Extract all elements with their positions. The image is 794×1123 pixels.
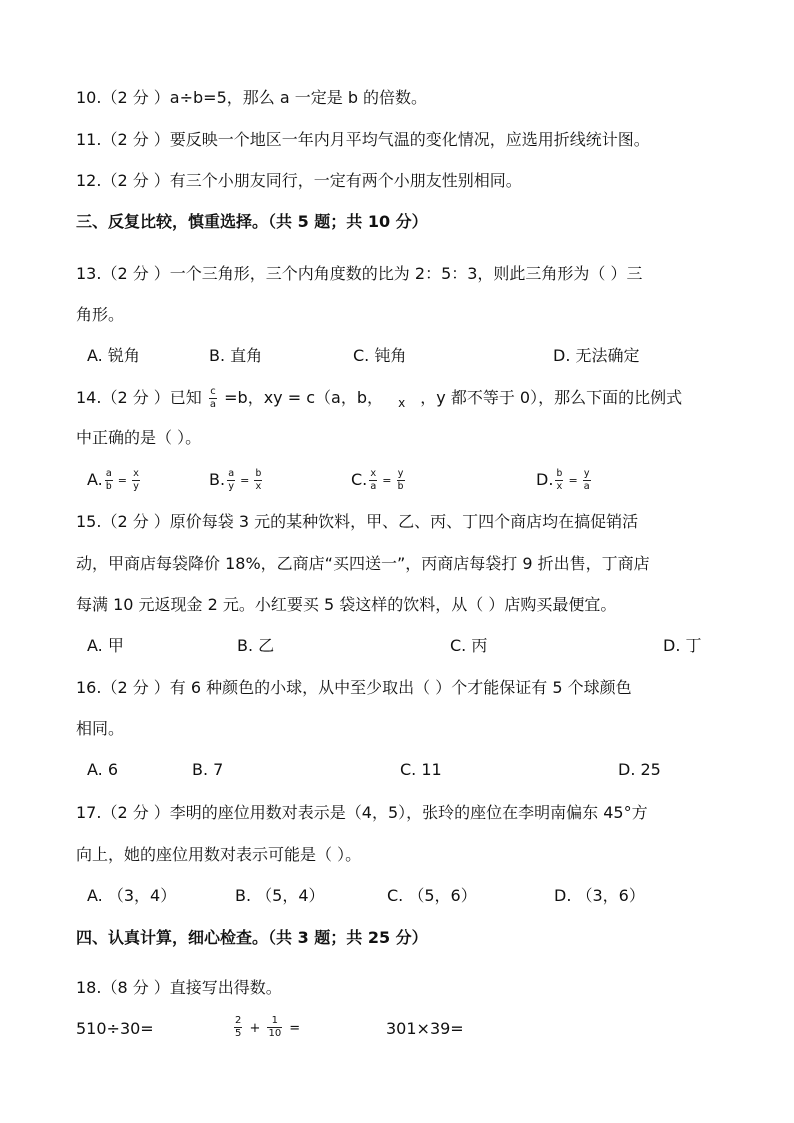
q14-d-left-fraction [555, 468, 563, 493]
q14-c-rn: y [397, 468, 404, 479]
q14-c-equals: = [382, 473, 392, 487]
q14-a-ln: a [105, 468, 112, 479]
q14-suffix: ，y 都不等于 0），那么下面的比例式 [420, 388, 683, 407]
q14-option-a[interactable] [87, 468, 142, 493]
q17-option-d[interactable]: D. （3，6） [554, 886, 645, 905]
q14-b-right-fraction [254, 468, 262, 493]
q14-frac-den: a [209, 399, 217, 410]
question-14-line1 [76, 386, 682, 413]
q14-b-ld: y [228, 481, 235, 492]
q16-option-b[interactable]: B. 7 [192, 760, 224, 779]
q14-frac-num: c [210, 386, 216, 397]
question-15-line3: 每满 10 元返现金 2 元。小红要买 5 袋这样的饮料，从（ ）店购买最便宜。 [76, 595, 617, 614]
question-14-line2: 中正确的是（ ）。 [76, 428, 202, 447]
question-12: 12.（2 分 ）有三个小朋友同行，一定有两个小朋友性别相同。 [76, 171, 522, 190]
q14-d-ld: x [556, 481, 563, 492]
q14-b-ln: a [228, 468, 235, 479]
q14-a-label: A. [87, 470, 103, 489]
question-13-line1: 13.（2 分 ）一个三角形，三个内角度数的比为 2：5：3，则此三角形为（ ）三 [76, 264, 643, 283]
section-4-heading: 四、认真计算，细心检查。（共 3 题；共 25 分） [76, 928, 428, 947]
q14-d-ln: b [556, 468, 563, 479]
question-16-line1: 16.（2 分 ）有 6 种颜色的小球，从中至少取出（ ）个才能保证有 5 个球颜色 [76, 678, 632, 697]
calc-510-div-30: 510÷30= [76, 1019, 154, 1038]
question-11: 11.（2 分 ）要反映一个地区一年内月平均气温的变化情况，应选用折线统计图。 [76, 130, 650, 149]
q14-fraction-c-over-a [209, 386, 217, 411]
q14-c-label: C. [351, 470, 368, 489]
q16-option-c[interactable]: C. 11 [400, 760, 442, 779]
q14-c-right-fraction [397, 468, 405, 493]
q14-c-ld: a [370, 481, 377, 492]
q14-c-ln: x [370, 468, 377, 479]
q14-d-rn: y [583, 468, 590, 479]
q14-option-d[interactable] [536, 468, 593, 493]
q17-option-c[interactable]: C. （5，6） [387, 886, 477, 905]
q14-x: x [398, 396, 406, 410]
question-15-line2: 动，甲商店每袋降价 18%，乙商店“买四送一”，丙商店每袋打 9 折出售，丁商店 [76, 554, 650, 573]
q14-prefix: 14.（2 分 ）已知 [76, 388, 202, 407]
calc-equals: = [289, 1021, 301, 1036]
q14-b-label: B. [209, 470, 226, 489]
calc-fraction-2-5 [234, 1015, 242, 1040]
q17-option-a[interactable]: A. （3，4） [87, 886, 177, 905]
q15-option-b[interactable]: B. 乙 [237, 636, 275, 655]
q14-b-equals: = [240, 473, 250, 487]
q14-option-c[interactable] [351, 468, 407, 493]
q13-option-c[interactable]: C. 钝角 [353, 346, 407, 365]
calc-plus: + [249, 1021, 261, 1036]
q14-a-rd: y [133, 481, 140, 492]
q14-mid: =b，xy = c（a，b， [224, 388, 383, 407]
q14-d-right-fraction [583, 468, 591, 493]
calc-f1-num: 2 [235, 1015, 242, 1026]
calc-f1-den: 5 [235, 1028, 242, 1039]
q13-option-d[interactable]: D. 无法确定 [553, 346, 640, 365]
q16-option-a[interactable]: A. 6 [87, 760, 119, 779]
q13-option-b[interactable]: B. 直角 [209, 346, 263, 365]
question-15-line1: 15.（2 分 ）原价每袋 3 元的某种饮料，甲、乙、丙、丁四个商店均在搞促销活 [76, 512, 639, 531]
q14-c-left-fraction [369, 468, 377, 493]
q14-a-rn: x [133, 468, 140, 479]
q13-option-a[interactable]: A. 锐角 [87, 346, 140, 365]
q14-d-equals: = [568, 473, 578, 487]
q14-b-rd: x [255, 481, 262, 492]
q14-d-label: D. [536, 470, 554, 489]
q14-a-right-fraction [132, 468, 140, 493]
q14-d-rd: a [583, 481, 590, 492]
q14-b-rn: b [255, 468, 262, 479]
calc-f2-num: 1 [271, 1015, 279, 1026]
q14-a-equals: = [117, 473, 127, 487]
question-18: 18.（8 分 ）直接写出得数。 [76, 978, 282, 997]
question-10: 10.（2 分 ）a÷b=5，那么 a 一定是 b 的倍数。 [76, 88, 428, 107]
calc-fraction-1-10 [267, 1015, 282, 1040]
q14-a-ld: b [105, 481, 112, 492]
calc-fraction-sum [232, 1015, 300, 1040]
q14-a-left-fraction [105, 468, 113, 493]
section-3-heading: 三、反复比较，慎重选择。（共 5 题；共 10 分） [76, 212, 428, 231]
q14-b-left-fraction [227, 468, 235, 493]
q16-option-d[interactable]: D. 25 [618, 760, 661, 779]
q17-option-b[interactable]: B. （5，4） [235, 886, 325, 905]
q14-c-rd: b [397, 481, 404, 492]
q15-option-a[interactable]: A. 甲 [87, 636, 124, 655]
calc-f2-den: 10 [268, 1028, 282, 1039]
calc-301-times-39: 301×39= [386, 1019, 464, 1038]
question-13-line2: 角形。 [76, 305, 125, 324]
q15-option-c[interactable]: C. 丙 [450, 636, 488, 655]
question-17-line2: 向上，她的座位用数对表示可能是（ ）。 [76, 845, 362, 864]
q14-option-b[interactable] [209, 468, 264, 493]
question-17-line1: 17.（2 分 ）李明的座位用数对表示是（4，5），张玲的座位在李明南偏东 45°方 [76, 803, 648, 822]
q15-option-d[interactable]: D. 丁 [663, 636, 702, 655]
question-16-line2: 相同。 [76, 719, 125, 738]
